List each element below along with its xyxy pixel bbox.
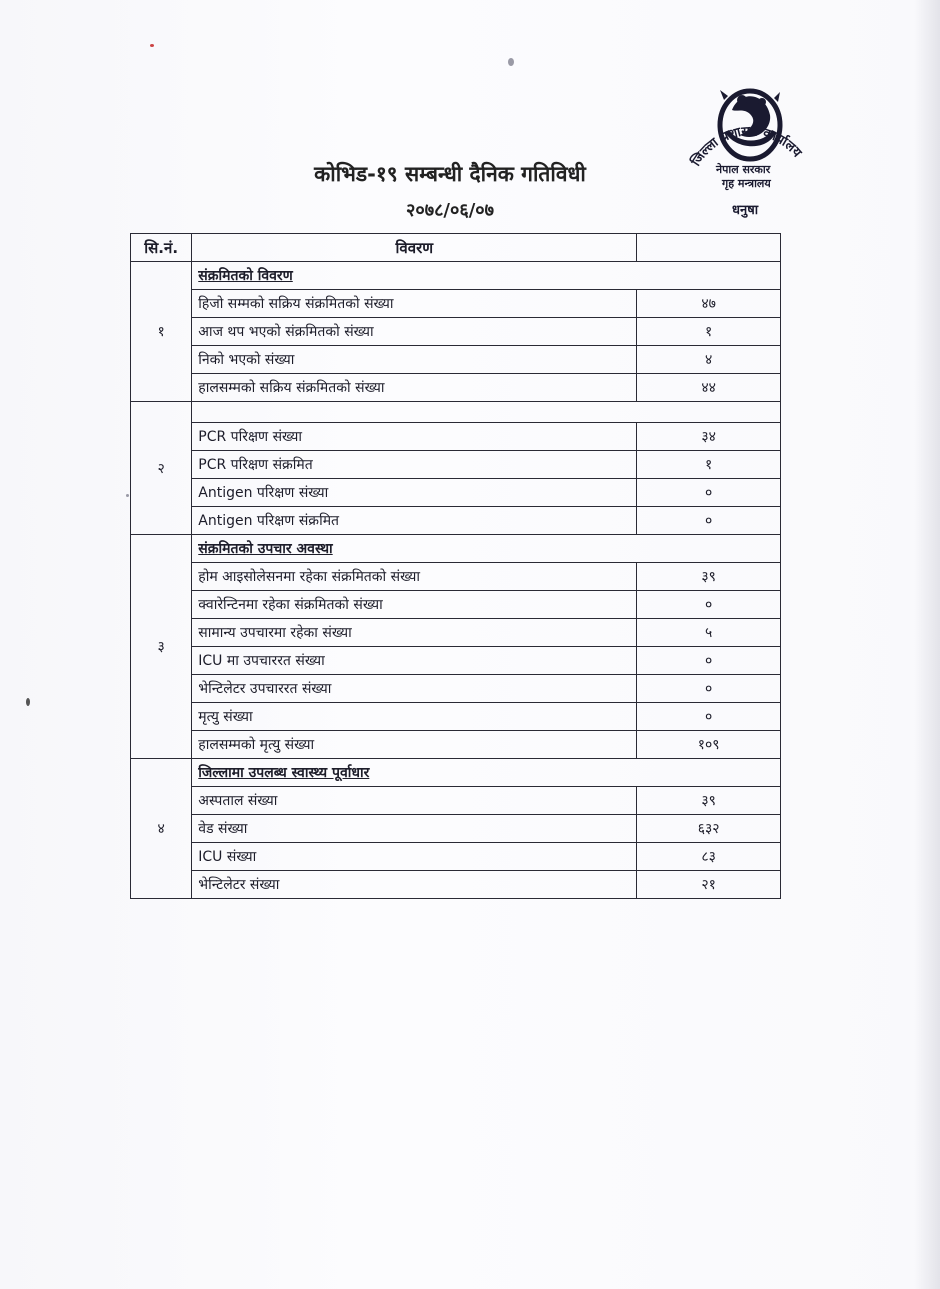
table-row (131, 374, 781, 402)
svg-text:जिल्ला प्रशासन कार्यालय: जिल्ला प्रशासन कार्यालय (688, 124, 805, 170)
table-row (131, 619, 781, 647)
table-row (131, 563, 781, 591)
row-value: १ (637, 451, 781, 479)
serial-number-cell: ४ (131, 759, 192, 899)
row-label: निको भएको संख्या (192, 346, 637, 374)
table-row (131, 479, 781, 507)
row-label: वेड संख्या (192, 815, 637, 843)
table-row (131, 290, 781, 318)
row-label: ICU मा उपचाररत संख्या (192, 647, 637, 675)
page-edge-shadow (914, 0, 940, 1289)
svg-text:नेपाल सरकार: नेपाल सरकार (716, 163, 771, 176)
row-label: आज थप भएको संक्रमितको संख्या (192, 318, 637, 346)
row-value: १ (637, 318, 781, 346)
row-label: भेन्टिलेटर संख्या (192, 871, 637, 899)
row-label: हिजो सम्मको सक्रिय संक्रमितको संख्या (192, 290, 637, 318)
table-row (131, 451, 781, 479)
svg-text:गृह मन्त्रालय: गृह मन्त्रालय (722, 177, 771, 190)
row-label: होम आइसोलेसनमा रहेका संक्रमितको संख्या (192, 563, 637, 591)
row-label: हालसम्मको मृत्यु संख्या (192, 731, 637, 759)
government-seal (680, 70, 820, 220)
row-value: १०९ (637, 731, 781, 759)
table-header-row (131, 234, 781, 262)
row-label: क्वारेन्टिनमा रहेका संक्रमितको संख्या (192, 591, 637, 619)
table-row (131, 703, 781, 731)
row-value: ० (637, 479, 781, 507)
svg-text:धनुषा: धनुषा (732, 203, 759, 218)
row-value: ० (637, 703, 781, 731)
covid-report-table (130, 233, 781, 899)
section-heading-row (131, 535, 781, 563)
table-row (131, 647, 781, 675)
section-heading: जिल्लामा उपलब्ध स्वास्थ्य पूर्वाधार (192, 759, 781, 787)
section-heading (192, 402, 781, 423)
column-header-description: विवरण (192, 234, 637, 262)
table-row (131, 871, 781, 899)
scan-speck (126, 494, 129, 497)
row-value: ५ (637, 619, 781, 647)
row-value: ० (637, 507, 781, 535)
scan-speck (150, 44, 154, 47)
row-label: PCR परिक्षण संक्रमित (192, 451, 637, 479)
row-value: २१ (637, 871, 781, 899)
table-row (131, 731, 781, 759)
table-row (131, 318, 781, 346)
serial-number-cell: १ (131, 262, 192, 402)
table-row (131, 346, 781, 374)
table-row (131, 423, 781, 451)
section-heading-row (131, 402, 781, 423)
table-row (131, 507, 781, 535)
section-heading: संक्रमितको विवरण (192, 262, 781, 290)
row-value: ६३२ (637, 815, 781, 843)
row-label: सामान्य उपचारमा रहेका संख्या (192, 619, 637, 647)
row-value: ० (637, 591, 781, 619)
document-date: २०७८/०६/०७ (405, 200, 495, 221)
row-label: मृत्यु संख्या (192, 703, 637, 731)
row-label: Antigen परिक्षण संख्या (192, 479, 637, 507)
serial-number-cell: ३ (131, 535, 192, 759)
row-label: Antigen परिक्षण संक्रमित (192, 507, 637, 535)
scan-speck (508, 58, 514, 66)
row-value: ४ (637, 346, 781, 374)
column-header-value (637, 234, 781, 262)
row-label: ICU संख्या (192, 843, 637, 871)
row-value: ४७ (637, 290, 781, 318)
row-label: हालसम्मको सक्रिय संक्रमितको संख्या (192, 374, 637, 402)
document-title: कोभिड-१९ सम्बन्धी दैनिक गतिविधी (314, 162, 586, 186)
row-value: ८३ (637, 843, 781, 871)
column-header-sn: सि.नं. (131, 234, 192, 262)
row-value: ४४ (637, 374, 781, 402)
table-row (131, 591, 781, 619)
section-heading: संक्रमितको उपचार अवस्था (192, 535, 781, 563)
serial-number-cell: २ (131, 402, 192, 535)
row-value: ० (637, 675, 781, 703)
row-label: अस्पताल संख्या (192, 787, 637, 815)
row-value: ० (637, 647, 781, 675)
table-row (131, 843, 781, 871)
table-row (131, 675, 781, 703)
row-value: ३९ (637, 787, 781, 815)
row-label: भेन्टिलेटर उपचाररत संख्या (192, 675, 637, 703)
row-value: ३४ (637, 423, 781, 451)
table-row (131, 815, 781, 843)
section-heading-row (131, 759, 781, 787)
row-value: ३९ (637, 563, 781, 591)
scan-speck (26, 698, 30, 706)
row-label: PCR परिक्षण संख्या (192, 423, 637, 451)
section-heading-row (131, 262, 781, 290)
table-row (131, 787, 781, 815)
